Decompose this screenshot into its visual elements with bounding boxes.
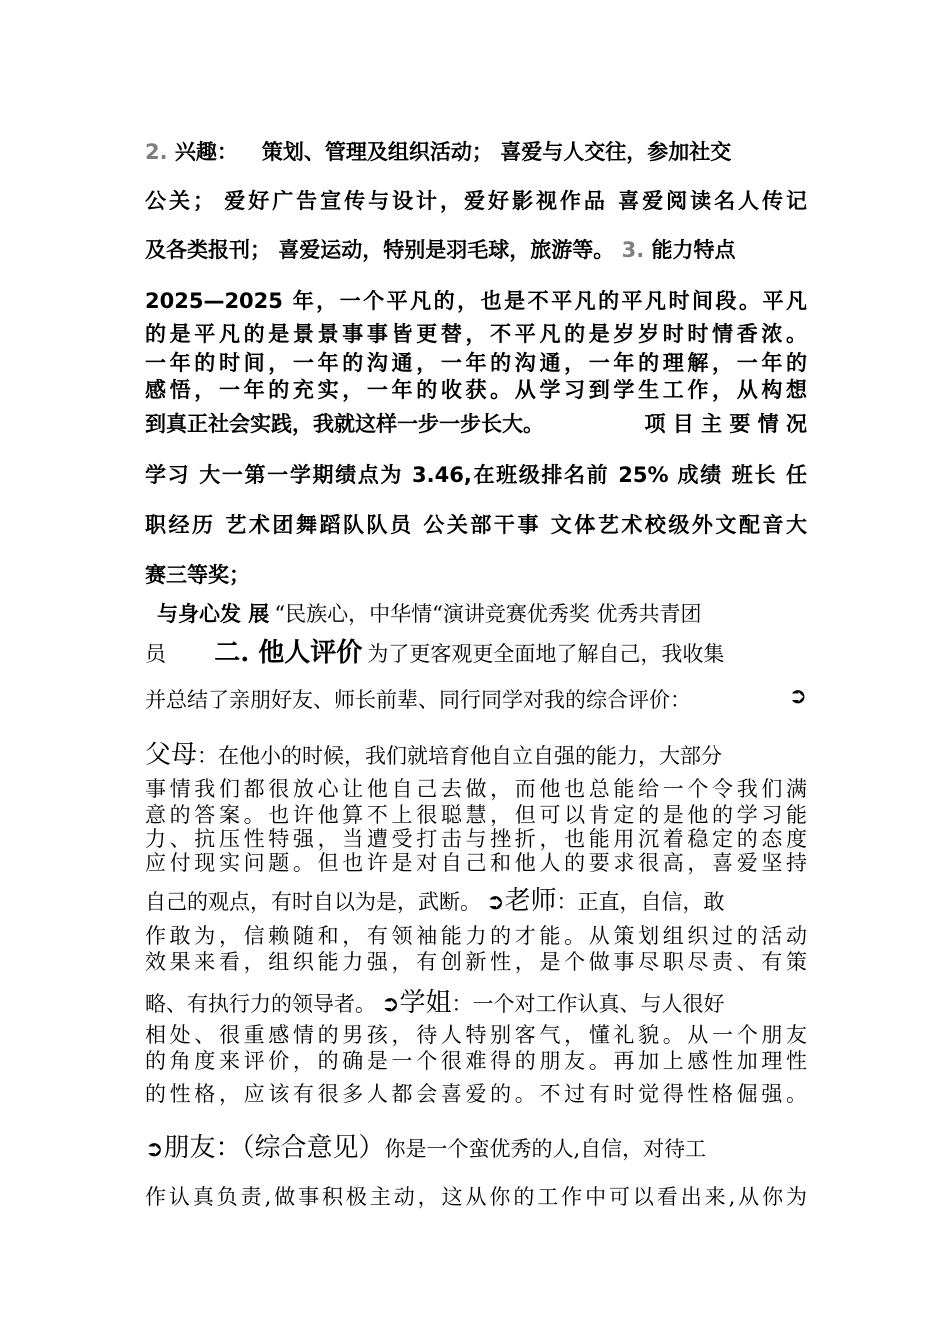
section-two-intro-line-2 <box>145 684 807 714</box>
teacher-text: 略、有执行力的领导者。 <box>145 992 376 1016</box>
development-label: 与身心发 展 <box>157 602 270 626</box>
senior-line-1 <box>145 982 807 1019</box>
section-number: 3. <box>621 238 645 262</box>
arrow-bullet-icon: ➲ <box>486 890 505 915</box>
parents-text: 自己的观点，有时自以为是，武断。 <box>145 890 481 914</box>
ability-line-1: 2025—2025 年，一个平凡的，也是不平凡的平凡时间段。平凡 <box>145 289 807 313</box>
senior-text: 一个对工作认真、与人很好 <box>472 992 725 1016</box>
member-suffix: 员 <box>145 642 166 666</box>
arrow-bullet-icon: ➲ <box>788 684 807 709</box>
parents-line-2: 事情我们都很放心让他自己去做，而他也总能给一个令我们满 <box>145 777 807 801</box>
parents-label: 父母 <box>145 740 198 770</box>
teacher-line-3: 效果来看，组织能力强，有创新性，是个做事尽职尽责、有策 <box>145 950 807 974</box>
ability-line-3: 一年的时间，一年的沟通，一年的沟通，一年的理解，一年的 <box>145 351 807 375</box>
senior-colon: ： <box>451 992 473 1016</box>
interests-label: 兴趣： <box>174 140 238 164</box>
interests-line-3 <box>145 234 807 264</box>
parents-line-5: 应付现实问题。但也许是对自己和他人的要求很高，喜爱坚持 <box>145 851 807 875</box>
friends-text: 你是一个蛮优秀的人,自信，对待工 <box>384 1137 707 1161</box>
parents-line-4: 力、抗压性特强，当遭受打击与挫折，也能用沉着稳定的态度 <box>145 827 807 851</box>
projects-line-1: 学习 大一第一学期绩点为 3.46,在班级排名前 25% 成绩 班长 任 <box>145 463 807 487</box>
projects-heading: 项 目 主 要 情 况 <box>644 412 807 436</box>
senior-line-3: 的角度来评价，的确是一个很难得的朋友。再加上感性加理性 <box>145 1049 807 1073</box>
interests-line-1 <box>145 136 807 166</box>
parents-text: 在他小的时候，我们就培育他自立自强的能力，大部分 <box>218 744 723 768</box>
senior-line-4: 的性格，应该有很多人都会喜爱的。不过有时觉得性格倔强。 <box>145 1082 807 1106</box>
teacher-label: 老师 <box>504 886 557 916</box>
award-text: “民族心，中华情“演讲竞赛优秀奖 优秀共青团 <box>274 602 702 626</box>
section-two-intro: 并总结了亲朋好友、师长前辈、同行同学对我的综合评价： <box>145 688 691 712</box>
interests-text: 及各类报刊； 喜爱运动，特别是羽毛球，旅游等。 <box>145 238 615 262</box>
senior-label: 学姐 <box>399 988 452 1018</box>
ability-line-4: 感悟，一年的充实，一年的收获。从学习到学生工作，从构想 <box>145 378 807 402</box>
ability-label: 能力特点 <box>651 238 736 262</box>
ability-line-5 <box>145 408 807 438</box>
teacher-text: 正直，自信，敢 <box>577 890 725 914</box>
parents-line-1 <box>145 734 807 771</box>
section-two-heading: 二. 他人评价 <box>214 638 363 668</box>
teacher-line-1 <box>145 880 807 917</box>
parents-line-3: 意的答案。也许他算不上很聪慧，但可以肯定的是他的学习能 <box>145 803 807 827</box>
projects-line-2: 职经历 艺术团舞蹈队队员 公关部干事 文体艺术校级外文配音大 <box>145 513 807 537</box>
interests-line-2: 公关； 爱好广告宣传与设计，爱好影视作品 喜爱阅读名人传记 <box>145 189 807 213</box>
projects-line-3: 赛三等奖； <box>145 563 250 587</box>
ability-text: 到真正社会实践，我就这样一步一步长大。 <box>145 412 544 436</box>
section-number: 2. <box>145 140 168 164</box>
section-two-intro: 为了更客观更全面地了解自己，我收集 <box>367 642 725 666</box>
teacher-line-2: 作敢为，信赖随和，有领袖能力的才能。从策划组织过的活动 <box>145 924 807 948</box>
interests-text: 策划、管理及组织活动； 喜爱与人交往，参加社交 <box>261 140 732 164</box>
friends-label: 朋友：（综合意见） <box>163 1133 385 1163</box>
ability-line-2: 的是平凡的是景景事事皆更替，不平凡的是岁岁时时情香浓。 <box>145 322 807 346</box>
parents-colon: ： <box>197 744 219 768</box>
teacher-colon: ： <box>556 890 578 914</box>
arrow-bullet-icon: ➲ <box>381 992 400 1017</box>
arrow-bullet-icon: ➲ <box>145 1137 164 1162</box>
friends-line-1 <box>145 1127 807 1164</box>
senior-line-2: 相处、很重感情的男孩，待人特别客气，懂礼貌。从一个朋友 <box>145 1023 807 1047</box>
friends-line-2: 作认真负责,做事积极主动，这从你的工作中可以看出来,从你为 <box>145 1185 807 1209</box>
projects-line-4 <box>145 598 807 628</box>
section-two-line <box>145 632 807 669</box>
